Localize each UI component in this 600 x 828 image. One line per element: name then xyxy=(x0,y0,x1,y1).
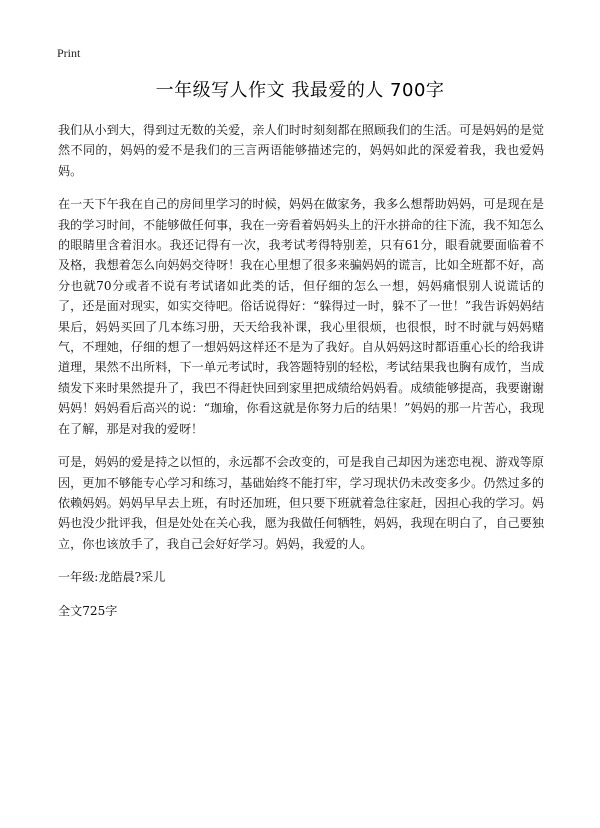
word-count: 全文725字 xyxy=(58,603,118,618)
print-link[interactable]: Print xyxy=(57,46,81,60)
author-signature: 一年级:龙皓晨?采儿 xyxy=(58,570,166,585)
article-paragraph-2: 在一天下午我在自己的房间里学习的时候，妈妈在做家务，我多么想帮助妈妈，可是现在是我的学习时间，不能够做任何事，我在一旁看着妈妈头上的汗水拼命的往下流，我不知怎么的眼睛里含着泪水。我还记得有一次，我考试考得特别差，只有61分，眼看就要面临着不及格，我想着怎么向妈妈交待呀！我在心里想了很多来骗妈妈的谎言，比如全班都不好，高分也就70分或者不说有考试诸如此类的话，但仔细的怎么一想，妈妈痛恨别人说谎话的了，还是面对现实，如实交待吧。俗话说得好：“躲得过一时，躲不了一世！”我告诉妈妈结果后，妈妈买回了几本练习册，天天给我补课，我心里很烦，也很恨，时不时就与妈妈赌气，不理她，仔细的想了一想妈妈这样还不是为了我好。自从妈妈这时都语重心长的给我讲道理，果然不出所料，下一单元考试时，我答题特别的轻松，考试结果我也胸有成竹，当成绩发下来时果然提升了，我巴不得赶快回到家里把成绩给妈妈看。成绩能够提高，我要谢谢妈妈！妈妈看后高兴的说：“珈瑜，你看这就是你努力后的结果！”妈妈的那一片苦心，我现在了解，那是对我的爱呀！ xyxy=(58,197,544,436)
article-paragraph-3: 可是，妈妈的爱是持之以恒的，永远都不会改变的，可是我自己却因为迷恋电视、游戏等原因，更加不够能专心学习和练习，基础始终不能打牢，学习现状仍未改变多少。仍然过多的依赖妈妈。妈妈早早去上班，有时还加班，但只要下班就着急往家赶，因担心我的学习。妈妈也没少批评我，但是处处在关心我，愿为我做任何牺牲，妈妈，我现在明白了，自己要独立，你也该放手了，我自己会好好学习。妈妈，我爱的人。 xyxy=(58,455,544,551)
article-body xyxy=(58,120,544,634)
article-paragraph-1: 我们从小到大，得到过无数的关爱，亲人们时时刻刻都在照顾我们的生活。可是妈妈的是觉然不同的，妈妈的爱不是我们的三言两语能够描述完的，妈妈如此的深爱着我，我也爱妈妈。 xyxy=(58,123,544,178)
article-title: 一年级写人作文 我最爱的人 700字 xyxy=(155,80,445,101)
